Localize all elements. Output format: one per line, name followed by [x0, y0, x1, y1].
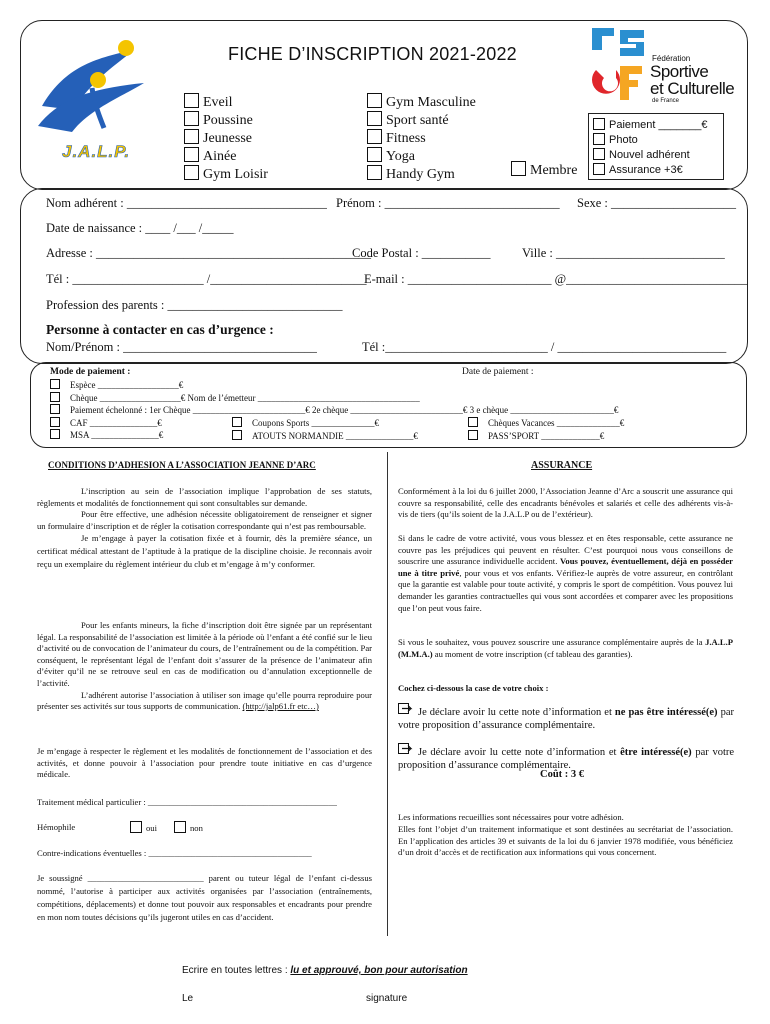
sexe-field[interactable]: Sexe : ____________________	[577, 196, 737, 210]
checkbox[interactable]	[367, 165, 382, 180]
jalp-logo	[34, 28, 152, 168]
activity-yoga[interactable]: Yoga	[367, 147, 476, 165]
soussigne-text: Je soussigné ___________________________ parent ou tuteur légal de l’enfant ci-dessus nommé, l’autorise à participer aux activités organisées par l’association (entraînements, compétitions, déplacements) et donne tout pouvoir aux responsables et encadrants pour prendre en mon nom toutes décisions qu’ils jugeront utiles en cas d’accident.	[37, 873, 372, 922]
ville-field[interactable]: Ville : ___________________________	[522, 246, 725, 260]
urgence-title: Personne à contacter en cas d’urgence :	[46, 322, 274, 337]
fscf-logo	[588, 26, 738, 106]
contre-indications-field[interactable]: Contre-indications éventuelles : ______________________________________	[37, 848, 312, 858]
arrow-checkbox-icon[interactable]	[398, 702, 418, 719]
activities-col2	[367, 93, 476, 183]
pay-coupons[interactable]: Coupons Sports ______________€	[232, 417, 379, 430]
checkbox[interactable]	[174, 821, 186, 833]
admin-box	[588, 113, 724, 180]
naissance-field[interactable]: Date de naissance : ____ /___ /_____	[46, 221, 234, 235]
checkbox[interactable]	[367, 93, 382, 108]
cond-p4: Pour les enfants mineurs, la fiche d’inscription doit être signée par un représentant légal. La responsabilité de l’association est limitée à la période où l’enfant a été confié sur le lieu d’activité ou de convocation de l’animateur du cours, de l’entraînement ou de la compétition. Par conséquent, le représentant légal de l’enfant doit s’assurer de la présence de l’animateur afin d’éviter qu’il ne se retrouve seul en cas de modification ou d’annulation exceptionnelle de l’activité.	[37, 620, 372, 688]
checkbox[interactable]	[593, 148, 605, 160]
pay-espece[interactable]: Espèce __________________€	[50, 379, 618, 392]
email-field[interactable]: E-mail : _______________________ @_____________________________	[364, 272, 748, 286]
checkbox[interactable]	[50, 379, 60, 389]
admin-photo[interactable]: Photo	[593, 133, 723, 148]
jalp-link[interactable]: (http://jalp61.fr etc…)	[242, 701, 319, 712]
checkbox[interactable]	[367, 147, 382, 162]
profession-field[interactable]: Profession des parents : ____________________________	[46, 298, 343, 312]
hemophile-non[interactable]: non	[174, 821, 203, 833]
conditions-body	[37, 486, 372, 570]
activity-gym-loisir[interactable]: Gym Loisir	[184, 165, 268, 183]
checkbox[interactable]	[50, 392, 60, 402]
cond-p3: Je m’engage à payer la cotisation fixée et à fournir, dès la première séance, un certificat médical attestant de l’aptitude à la pratique de la discipline choisie. Je reconnais avoir reçu un exemplaire du règlement intérieur du club et m’engage à m’y conformer.	[37, 533, 372, 569]
activity-jeunesse[interactable]: Jeunesse	[184, 129, 268, 147]
checkbox[interactable]	[50, 417, 60, 427]
cond-p5-wrap: L’adhérent autorise l’association à utiliser son image qu’elle pourra reproduire pour présenter ses activités sur tous supports de communication. (http://jalp61.fr etc…)	[37, 689, 372, 712]
checkbox[interactable]	[232, 430, 242, 440]
hemophile-label: Hémophile	[37, 822, 76, 832]
mention-text: lu et approuvé, bon pour autorisation	[290, 965, 468, 976]
nom-field[interactable]: Nom adhérent : ________________________________	[46, 196, 327, 210]
activity-gym-masculine[interactable]: Gym Masculine	[367, 93, 476, 111]
activity-handy-gym[interactable]: Handy Gym	[367, 165, 476, 183]
option-non-interesse[interactable]: Je déclare avoir lu cette note d’information et ne pas être intéressé(e) par votre proposition d’assurance complémentaire.	[398, 702, 734, 732]
checkbox[interactable]	[593, 163, 605, 175]
admin-assurance[interactable]: Assurance +3€	[593, 163, 723, 178]
rgpd-text: Elles font l’objet d’un traitement informatique et sont destinées au secrétariat de l’association. En l’application des articles 39 et suivants de la loi du 6 janvier 1978 modifiée, vous bénéficiez d’un droit d’accès et de rectification aux informations qui vous concernent.	[398, 824, 733, 858]
assur-p2: Si dans le cadre de votre activité, vous vous blessez et en êtes responsable, cette assurance ne couvre pas les préjudices qui peuvent en résulter. C’est pourquoi nous vous conseillons de souscrire une assurance individuelle accident. Vous pouvez, éventuellement, déjà en posséder une à titre privé, pour vous et vos enfants. Vérifiez-le auprès de votre assureur, en contrôlant que la garantie est valable pour toute activité, y compris le sport de compétition. Vous pouvez lui demander les garanties contractuelles qui vous sont accordées et comparer avec les propositions que l’on peut vous faire.	[398, 533, 734, 613]
checkbox[interactable]	[184, 93, 199, 108]
checkbox[interactable]	[367, 129, 382, 144]
pay-caf[interactable]: CAF _______________€	[50, 417, 618, 430]
checkbox[interactable]	[511, 161, 526, 176]
activity-ainee[interactable]: Ainée	[184, 147, 268, 165]
payment-date[interactable]: Date de paiement :	[462, 367, 534, 377]
logo-text: J.A.L.P.	[62, 142, 131, 161]
pay-atouts[interactable]: ATOUTS NORMANDIE _______________€	[232, 430, 418, 443]
footer-signature[interactable]: signature	[366, 993, 408, 1004]
checkbox[interactable]	[593, 133, 605, 145]
footer-le[interactable]: Le	[182, 993, 194, 1004]
urgence-tel-field[interactable]: Tél :__________________________ / ___________________________	[362, 340, 727, 354]
conditions-body2	[37, 620, 372, 713]
checkbox[interactable]	[50, 429, 60, 439]
choix-label: Cochez ci-dessous la case de votre choix :	[398, 683, 549, 693]
checkbox[interactable]	[184, 129, 199, 144]
pay-echelonne[interactable]: Paiement échelonné : 1er Chèque _________________________€ 2e chèque _________________________€ 3 e chèque _______________________€	[50, 404, 618, 417]
checkbox[interactable]	[184, 165, 199, 180]
conditions-title: CONDITIONS D’ADHESION A L’ASSOCIATION JEANNE D’ARC	[48, 460, 316, 470]
activity-eveil[interactable]: Eveil	[184, 93, 268, 111]
pay-passsport[interactable]: PASS’SPORT _____________€	[468, 430, 604, 443]
activity-poussine[interactable]: Poussine	[184, 111, 268, 129]
admin-nouvel[interactable]: Nouvel adhérent	[593, 148, 723, 163]
hemophile-oui[interactable]: oui	[130, 821, 157, 833]
prenom-field[interactable]: Prénom : ____________________________	[336, 196, 560, 210]
checkbox[interactable]	[468, 417, 478, 427]
checkbox[interactable]	[468, 430, 478, 440]
fed-line1: Fédération	[652, 54, 691, 63]
code-postal-field[interactable]: Code Postal : ___________	[352, 246, 491, 260]
arrow-checkbox-icon[interactable]	[398, 742, 418, 759]
checkbox[interactable]	[184, 147, 199, 162]
assurance-title: ASSURANCE	[531, 460, 593, 471]
admin-paiement[interactable]: Paiement _______€	[593, 118, 723, 133]
rgpd-line1: Les informations recueillies sont nécessaires pour votre adhésion.	[398, 812, 624, 822]
payment-mode-title: Mode de paiement :	[50, 367, 131, 377]
checkbox[interactable]	[593, 118, 605, 130]
page-title: FICHE D’INSCRIPTION 2021-2022	[228, 44, 517, 64]
cond-p2: Pour être effective, une adhésion nécessite obligatoirement de renseigner et signer un formulaire d’inscription et de régler la cotisation correspondante qui n’est pas remboursable.	[37, 509, 372, 531]
urgence-nom-field[interactable]: Nom/Prénom : _______________________________	[46, 340, 317, 354]
adresse-field[interactable]: Adresse : ____________________________________________	[46, 246, 371, 260]
activity-fitness[interactable]: Fitness	[367, 129, 476, 147]
activity-sport-sante[interactable]: Sport santé	[367, 111, 476, 129]
cond-p6: Je m’engage à respecter le règlement et les modalités de fonctionnement de l’association et des activités, et donne pouvoir à l’association pour prendre toute initiative en cas d’urgence médicale.	[37, 746, 372, 780]
checkbox[interactable]	[367, 111, 382, 126]
footer-ecrire: Ecrire en toutes lettres : lu et approuvé, bon pour autorisation	[182, 965, 468, 976]
assur-p1: Conformément à la loi du 6 juillet 2000, l’Association Jeanne d’Arc a souscrit une assurance qui couvre sa responsabilité, celle des encadrants bénévoles et salariés et celle des adhérents vis-à-vis de tiers (qu’ils soient de la J.A.L.P ou de l’extérieur).	[398, 486, 733, 520]
membre-checkbox[interactable]: Membre	[511, 161, 577, 179]
pay-msa[interactable]: MSA _______________€	[50, 429, 618, 442]
fed-line2: Sportive	[650, 62, 709, 81]
option-interesse[interactable]: Je déclare avoir lu cette note d’information et être intéressé(e) par votre proposition d’assurance complémentaire.	[398, 742, 734, 772]
cond-p1: L’inscription au sein de l’association implique l’approbation de ses statuts, règlements et modalités de fonctionnement qui sont consultables sur demande.	[37, 486, 372, 508]
traitement-field[interactable]: Traitement médical particulier : ____________________________________________	[37, 797, 337, 807]
assur-p3: Si vous le souhaitez, vous pouvez souscrire une assurance complémentaire auprès de la J.A.L.P (M.M.A.) au moment de votre inscription (cf tableau des garanties).	[398, 637, 733, 659]
checkbox[interactable]	[232, 417, 242, 427]
tel-field[interactable]: Tél : _____________________ /_________________________	[46, 272, 367, 286]
fed-line3: et Culturelle	[650, 79, 735, 98]
pay-cheque[interactable]: Chèque __________________€ Nom de l’émetteur ____________________________________	[50, 392, 618, 405]
checkbox[interactable]	[50, 404, 60, 414]
pay-vacances[interactable]: Chèques Vacances ______________€	[468, 417, 624, 430]
checkbox[interactable]	[184, 111, 199, 126]
fscf-emblem-icon	[588, 26, 650, 104]
activities-col1	[184, 93, 268, 183]
fed-line4: de France	[652, 98, 680, 104]
cout-label: Coût : 3 €	[540, 769, 585, 780]
checkbox[interactable]	[130, 821, 142, 833]
column-divider	[387, 452, 388, 936]
